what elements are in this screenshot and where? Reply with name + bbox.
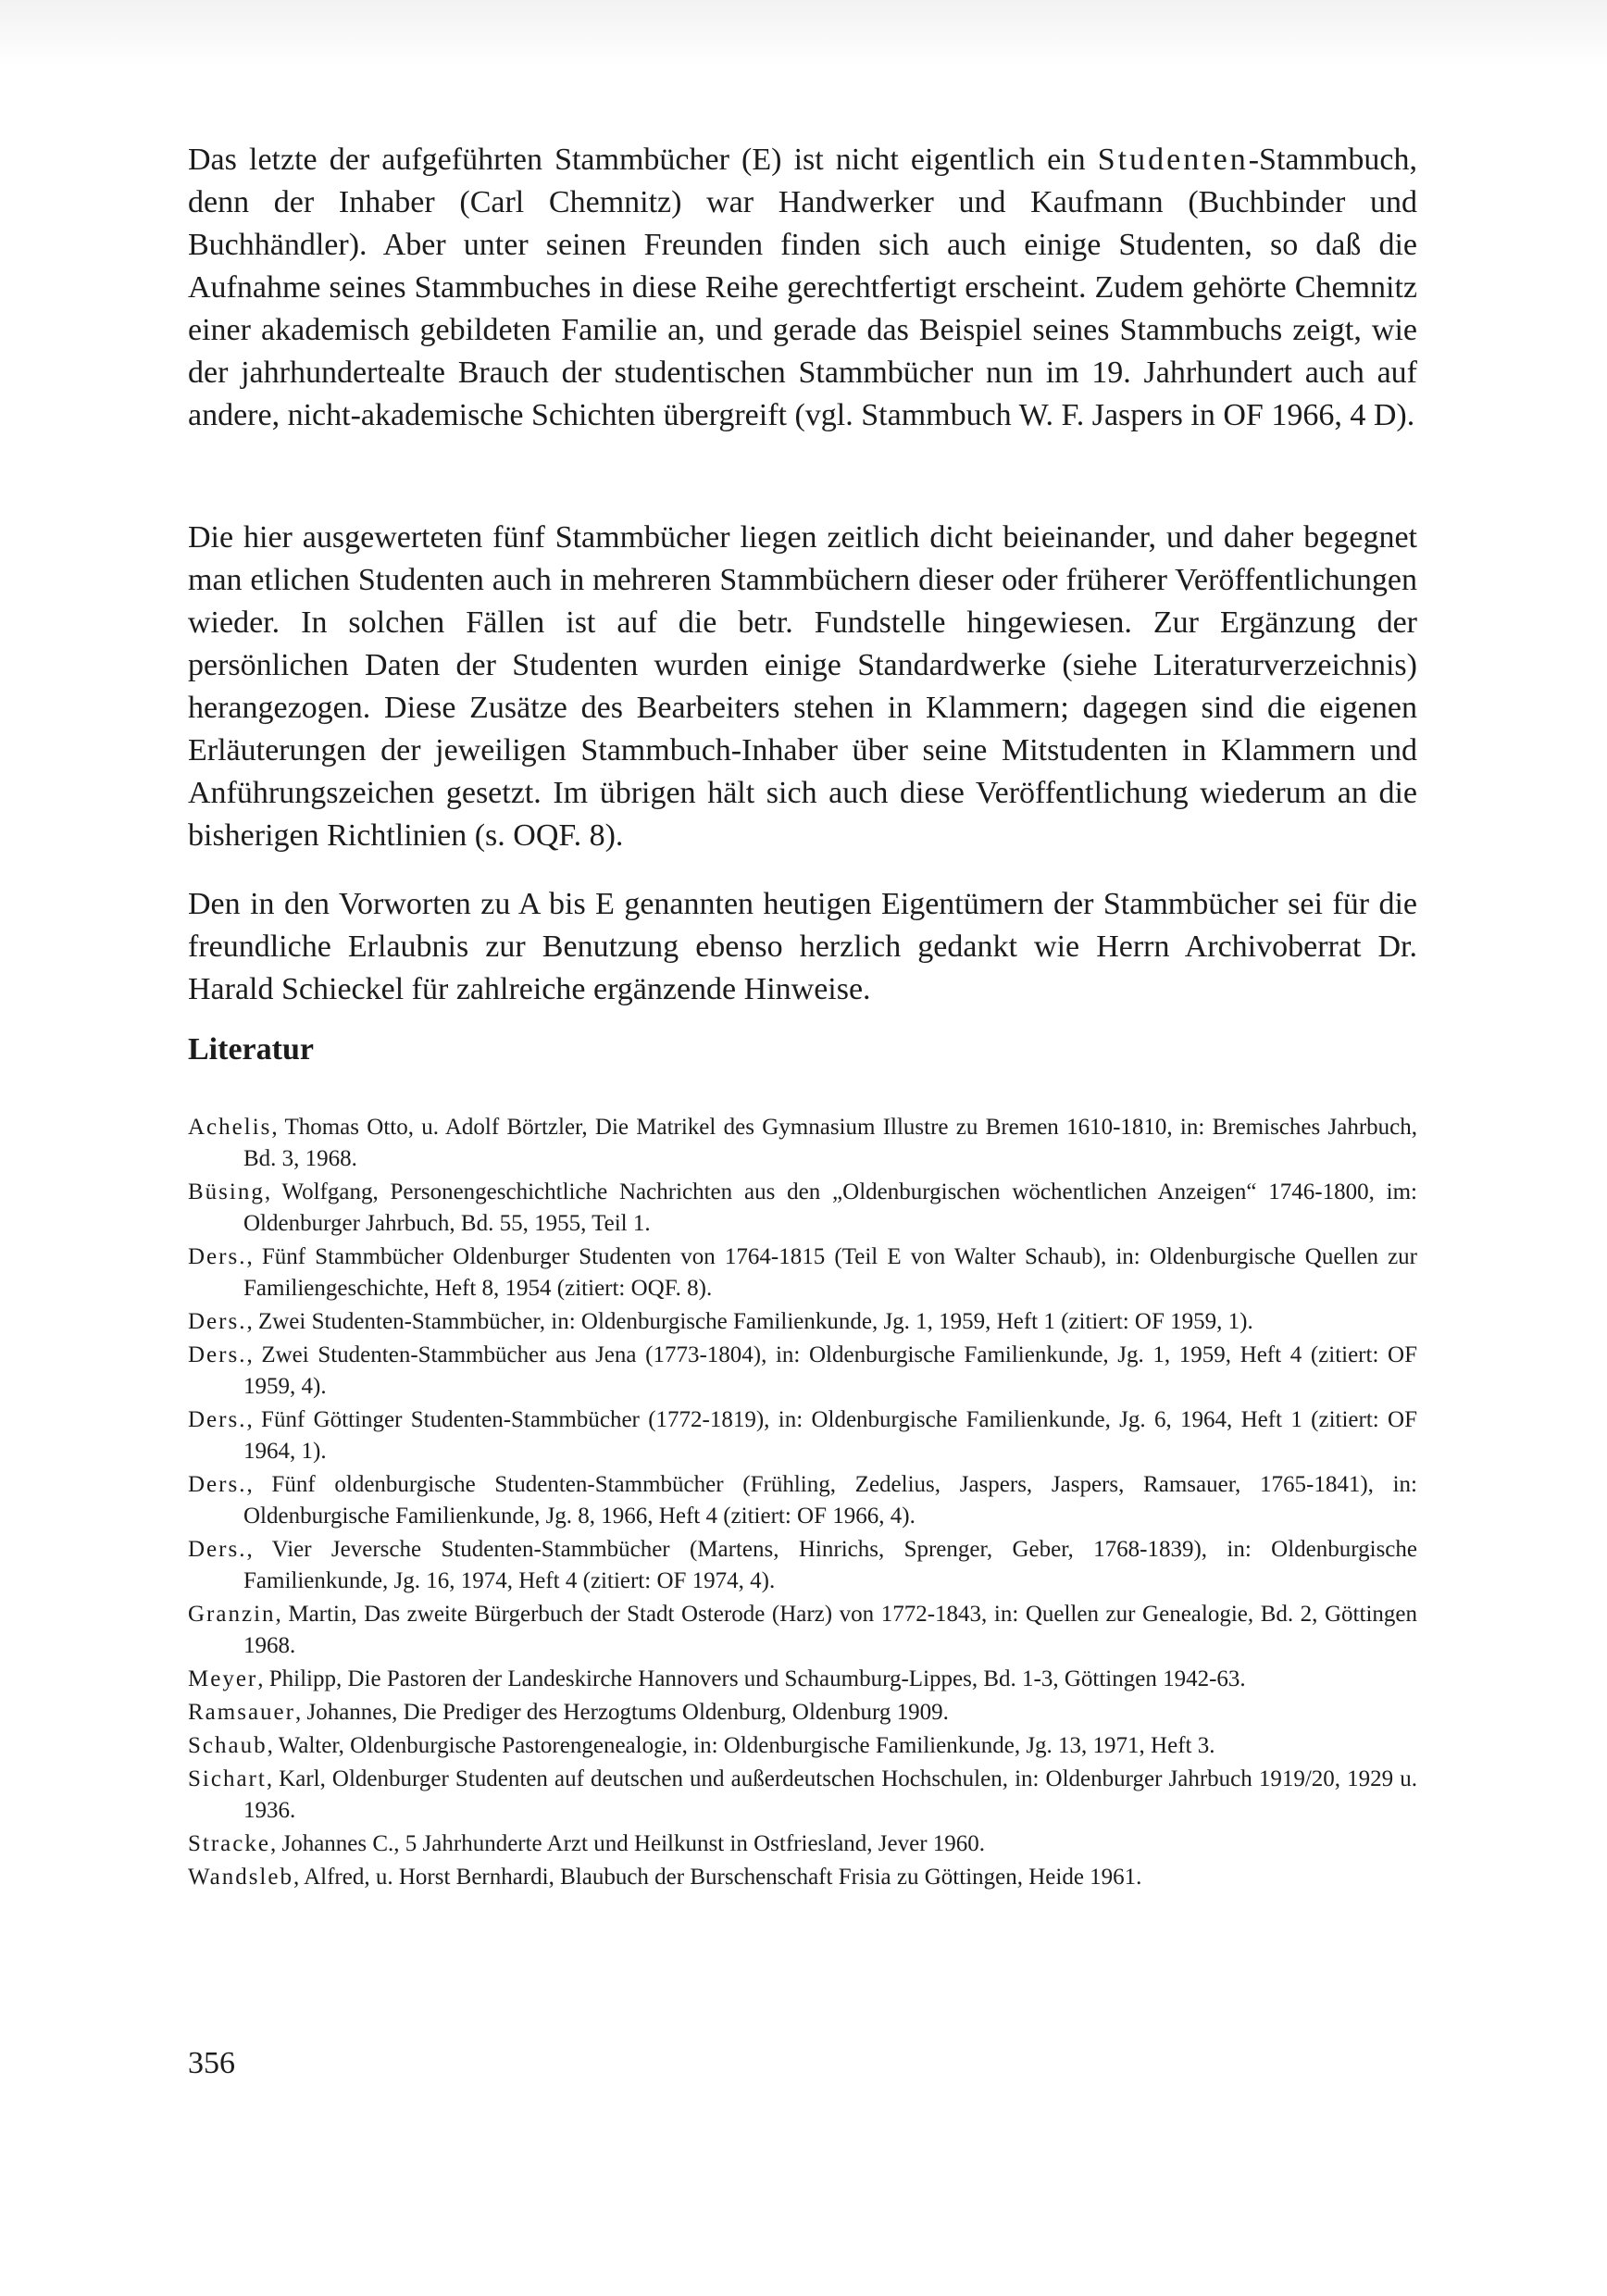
bibliography-author: Wandsleb [188,1865,293,1890]
bibliography-text: , Thomas Otto, u. Adolf Börtzler, Die Matrikel des Gymnasium Illustre zu Bremen 1610-1810, in: Bremisches Jahrbuch, Bd. 3, 1968. [243,1115,1417,1171]
bibliography-text: , Fünf Göttinger Studenten-Stammbücher (1772-1819), in: Oldenburgische Familienkunde, Jg. 6, 1964, Heft 1 (zitiert: OF 1964, 1). [243,1407,1417,1464]
bibliography-entry [188,1599,1417,1662]
spaced-word-studenten: Studenten [1097,143,1249,177]
body-paragraph-2: Die hier ausgewerteten fünf Stammbücher liegen zeitlich dicht beieinander, und daher begegnet man etlichen Studenten auch in mehreren Stammbüchern dieser oder früherer Veröffentlichungen wieder. In solchen Fällen ist auf die betr. Fundstelle hingewiesen. Zur Ergänzung der persönlichen Daten der Studenten wurden einige Standardwerke (siehe Literaturverzeichnis) herangezogen. Diese Zusätze des Bearbeiters stehen in Klammern; dagegen sind die eigenen Erläuterungen der jeweiligen Stammbuch-Inhaber über seine Mitstudenten in Klammern und Anführungszeichen gesetzt. Im übrigen hält sich auch diese Veröffentlichung wiederum an die bisherigen Richtlinien (s. OQF. 8). [188,520,1417,853]
bibliography-text: , Zwei Studenten-Stammbücher aus Jena (1773-1804), in: Oldenburgische Familienkunde, Jg. 1, 1959, Heft 4 (zitiert: OF 1959, 4). [243,1342,1417,1399]
body-paragraph-1 [188,139,1417,437]
bibliography-author: Ders. [188,1472,247,1497]
bibliography-entry [188,1534,1417,1597]
bibliography-author: Sichart [188,1766,267,1791]
bibliography-entry [188,1764,1417,1827]
bibliography-author: Meyer [188,1666,258,1691]
bibliography-author: Ders. [188,1407,247,1432]
bibliography-text: , Zwei Studenten-Stammbücher, in: Oldenburgische Familienkunde, Jg. 1, 1959, Heft 1 (zitiert: OF 1959, 1). [246,1309,1253,1334]
scan-edge-shading [0,0,1607,65]
bibliography-entry [188,1469,1417,1532]
bibliography-entry [188,1306,1417,1338]
bibliography-text: , Wolfgang, Personengeschichtliche Nachrichten aus den „Oldenburgischen wöchentlichen Anzeigen“ 1746-1800, im: Oldenburger Jahrbuch, Bd. 55, 1955, Teil 1. [243,1179,1417,1236]
bibliography-text: , Fünf Stammbücher Oldenburger Studenten von 1764-1815 (Teil E von Walter Schaub), in: Oldenburgische Quellen zur Familiengeschichte, Heft 8, 1954 (zitiert: OQF. 8). [243,1244,1417,1301]
bibliography-text: , Walter, Oldenburgische Pastorengenealogie, in: Oldenburgische Familienkunde, Jg. 13, 1971, Heft 3. [267,1733,1215,1758]
bibliography-author: Büsing [188,1179,265,1204]
bibliography-text: , Johannes C., 5 Jahrhunderte Arzt und Heilkunst in Ostfriesland, Jever 1960. [269,1831,986,1856]
bibliography-entry [188,1730,1417,1762]
bibliography-entry [188,1340,1417,1403]
section-heading-literatur: Literatur [188,1032,314,1067]
bibliography-text: , Johannes, Die Prediger des Herzogtums Oldenburg, Oldenburg 1909. [294,1700,949,1725]
bibliography-author: Ders. [188,1309,247,1334]
bibliography-entry [188,1112,1417,1175]
bibliography-text: , Karl, Oldenburger Studenten auf deutschen und außerdeutschen Hochschulen, in: Oldenburger Jahrbuch 1919/20, 1929 u. 1936. [243,1766,1417,1823]
bibliography-entry [188,1664,1417,1695]
bibliography-author: Ders. [188,1244,247,1269]
paragraph-1-text-start: Das letzte der aufgeführten Stammbücher (E) ist nicht eigentlich ein [188,143,1098,177]
bibliography-entry [188,1242,1417,1304]
bibliography-author: Granzin [188,1602,276,1627]
bibliography-author: Ders. [188,1342,247,1367]
bibliography-author: Achelis [188,1115,272,1140]
bibliography-entry [188,1177,1417,1240]
bibliography-entry [188,1862,1417,1893]
body-paragraph-3: Den in den Vorworten zu A bis E genannten heutigen Eigentümern der Stammbücher sei für die freundliche Erlaubnis zur Benutzung ebenso herzlich gedankt wie Herrn Archivoberrat Dr. Harald Schieckel für zahlreiche ergänzende Hinweise. [188,887,1417,1006]
bibliography-entry [188,1697,1417,1728]
bibliography-text: , Vier Jeversche Studenten-Stammbücher (Martens, Hinrichs, Sprenger, Geber, 1768-1839), in: Oldenburgische Familienkunde, Jg. 16, 1974, Heft 4 (zitiert: OF 1974, 4). [243,1537,1417,1593]
bibliography-author: Ramsauer [188,1700,295,1725]
bibliography-author: Schaub [188,1733,268,1758]
bibliography-author: Stracke [188,1831,270,1856]
paragraph-1-text-end: -Stammbuch, denn der Inhaber (Carl Chemnitz) war Handwerker und Kaufmann (Buchbinder und Buchhändler). Aber unter seinen Freunden finden sich auch einige Studenten, so daß die Aufnahme seines Stammbuches in diese Reihe gerechtfertigt erscheint. Zudem gehörte Chemnitz einer akademisch gebildeten Familie an, und gerade das Beispiel seines Stammbuchs zeigt, wie der jahrhundertealte Brauch der studentischen Stammbücher nun im 19. Jahrhundert auch auf andere, nicht-akademische Schichten übergreift (vgl. Stammbuch W. F. Jaspers in OF 1966, 4 D). [188,143,1417,432]
bibliography-text: , Alfred, u. Horst Bernhardi, Blaubuch der Burschenschaft Frisia zu Göttingen, Heide 1961. [293,1865,1142,1890]
bibliography-text: , Martin, Das zweite Bürgerbuch der Stadt Osterode (Harz) von 1772-1843, in: Quellen zur Genealogie, Bd. 2, Göttingen 1968. [243,1602,1417,1658]
bibliography-text: , Philipp, Die Pastoren der Landeskirche Hannovers und Schaumburg-Lippes, Bd. 1-3, Göttingen 1942-63. [257,1666,1246,1691]
bibliography-author: Ders. [188,1537,247,1562]
page-number: 356 [188,2046,235,2080]
bibliography-list [188,1112,1417,1895]
bibliography-text: , Fünf oldenburgische Studenten-Stammbücher (Frühling, Zedelius, Jaspers, Jaspers, Ramsauer, 1765-1841), in: Oldenburgische Familienkunde, Jg. 8, 1966, Heft 4 (zitiert: OF 1966, 4). [243,1472,1417,1529]
bibliography-entry [188,1404,1417,1467]
bibliography-entry [188,1828,1417,1860]
